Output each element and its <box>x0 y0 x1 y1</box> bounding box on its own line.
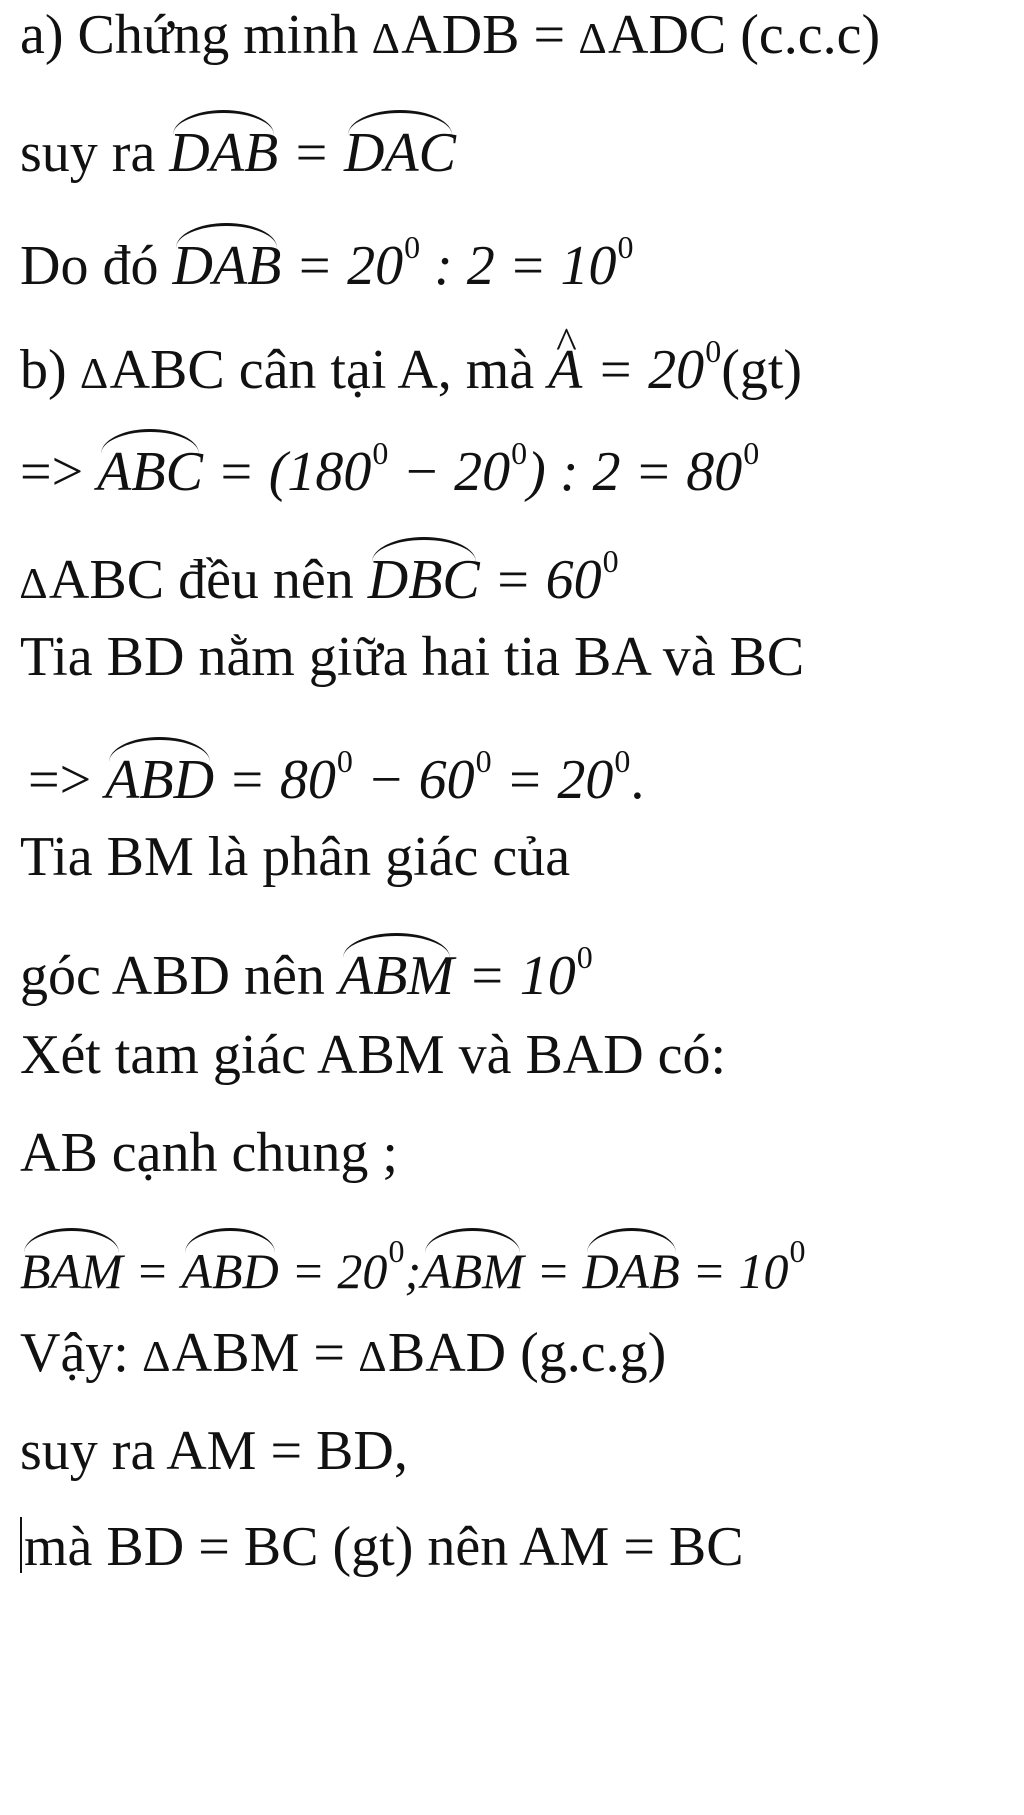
angle-abd: ABD <box>181 1226 278 1306</box>
line-6 <box>20 526 619 619</box>
text: = 10 <box>453 945 576 1007</box>
text: = 20 <box>582 339 705 401</box>
line-9 <box>20 822 570 892</box>
line-10 <box>20 922 593 1011</box>
text: ABM = <box>171 1322 359 1384</box>
degree: 0 <box>602 543 619 579</box>
text: => <box>20 441 98 503</box>
triangle-symbol: ∆ <box>80 349 108 398</box>
triangle-symbol: ∆ <box>358 1332 386 1381</box>
text: b) <box>20 339 81 401</box>
line-15 <box>20 1416 408 1486</box>
angle-a: ^ A <box>548 335 582 405</box>
text: = <box>278 122 344 184</box>
text: = <box>122 1243 182 1299</box>
text: = 10 <box>679 1243 789 1299</box>
line-7 <box>20 622 804 692</box>
degree: 0 <box>336 743 353 779</box>
text: suy ra AM = BD, <box>20 1420 408 1482</box>
angle-dab: DAB <box>172 221 281 301</box>
text-cursor <box>20 1517 22 1573</box>
triangle-symbol: ∆ <box>372 14 400 63</box>
text: ADB = <box>401 4 580 66</box>
text: => <box>28 749 106 811</box>
degree: 0 <box>705 333 722 369</box>
text: ; <box>404 1243 422 1299</box>
text: mà BD = BC (gt) nên AM = BC <box>24 1516 744 1578</box>
text: . <box>630 749 645 811</box>
text: AB cạnh chung ; <box>20 1122 398 1184</box>
line-16 <box>20 1512 744 1582</box>
text: = (180 <box>202 441 372 503</box>
text: suy ra <box>20 122 170 184</box>
angle-abd: ABD <box>105 735 214 815</box>
text: Vậy: <box>20 1322 143 1384</box>
text: (gt) <box>721 339 803 401</box>
degree: 0 <box>743 435 760 471</box>
text: = <box>523 1243 583 1299</box>
triangle-symbol: ∆ <box>579 14 606 63</box>
angle-dac: DAC <box>344 108 456 188</box>
text: ABC cân tại A, mà <box>109 339 549 401</box>
angle-dab: DAB <box>583 1226 680 1306</box>
angle-abm: ABM <box>421 1226 524 1306</box>
text: góc ABD nên <box>20 945 339 1007</box>
line-13 <box>20 1216 806 1306</box>
text: = 60 <box>479 549 602 611</box>
text: ) : 2 = 80 <box>527 441 743 503</box>
line-1 <box>20 0 880 74</box>
degree: 0 <box>576 939 593 975</box>
line-11 <box>20 1020 726 1090</box>
line-5 <box>20 418 759 507</box>
line-14 <box>20 1318 666 1392</box>
text: = 20 <box>491 749 614 811</box>
triangle-symbol: ∆ <box>142 1332 170 1381</box>
text: − 20 <box>388 441 511 503</box>
line-3 <box>20 212 634 301</box>
degree: 0 <box>614 743 631 779</box>
triangle-symbol: ∆ <box>20 559 47 608</box>
line-8 <box>28 726 644 815</box>
degree: 0 <box>475 743 492 779</box>
text: : 2 = 10 <box>420 235 617 297</box>
degree: 0 <box>404 229 421 265</box>
angle-dab: DAB <box>169 108 278 188</box>
degree: 0 <box>388 1233 405 1269</box>
text: = 20 <box>281 235 404 297</box>
text: a) Chứng minh <box>20 4 373 66</box>
degree: 0 <box>511 435 528 471</box>
angle-abm: ABM <box>339 931 454 1011</box>
line-12 <box>20 1118 398 1188</box>
text: − 60 <box>352 749 475 811</box>
angle-bam: BAM <box>20 1226 123 1306</box>
text: Tia BM là phân giác của <box>20 826 571 888</box>
text: ADC (c.c.c) <box>608 4 881 66</box>
angle-dbc: DBC <box>368 535 480 615</box>
text: = 80 <box>214 749 336 811</box>
line-2 <box>20 108 456 188</box>
angle-abc: ABC <box>97 427 203 507</box>
degree: 0 <box>617 229 634 265</box>
line-4 <box>20 316 802 409</box>
text: Do đó <box>20 235 173 297</box>
degree: 0 <box>789 1233 806 1269</box>
text: = 20 <box>278 1243 388 1299</box>
degree: 0 <box>372 435 389 471</box>
text: Xét tam giác ABM và BAD có: <box>20 1024 727 1086</box>
text: BAD (g.c.g) <box>387 1322 667 1384</box>
text: ABC đều nên <box>48 549 368 611</box>
text: Tia BD nằm giữa hai tia BA và BC <box>20 626 805 688</box>
